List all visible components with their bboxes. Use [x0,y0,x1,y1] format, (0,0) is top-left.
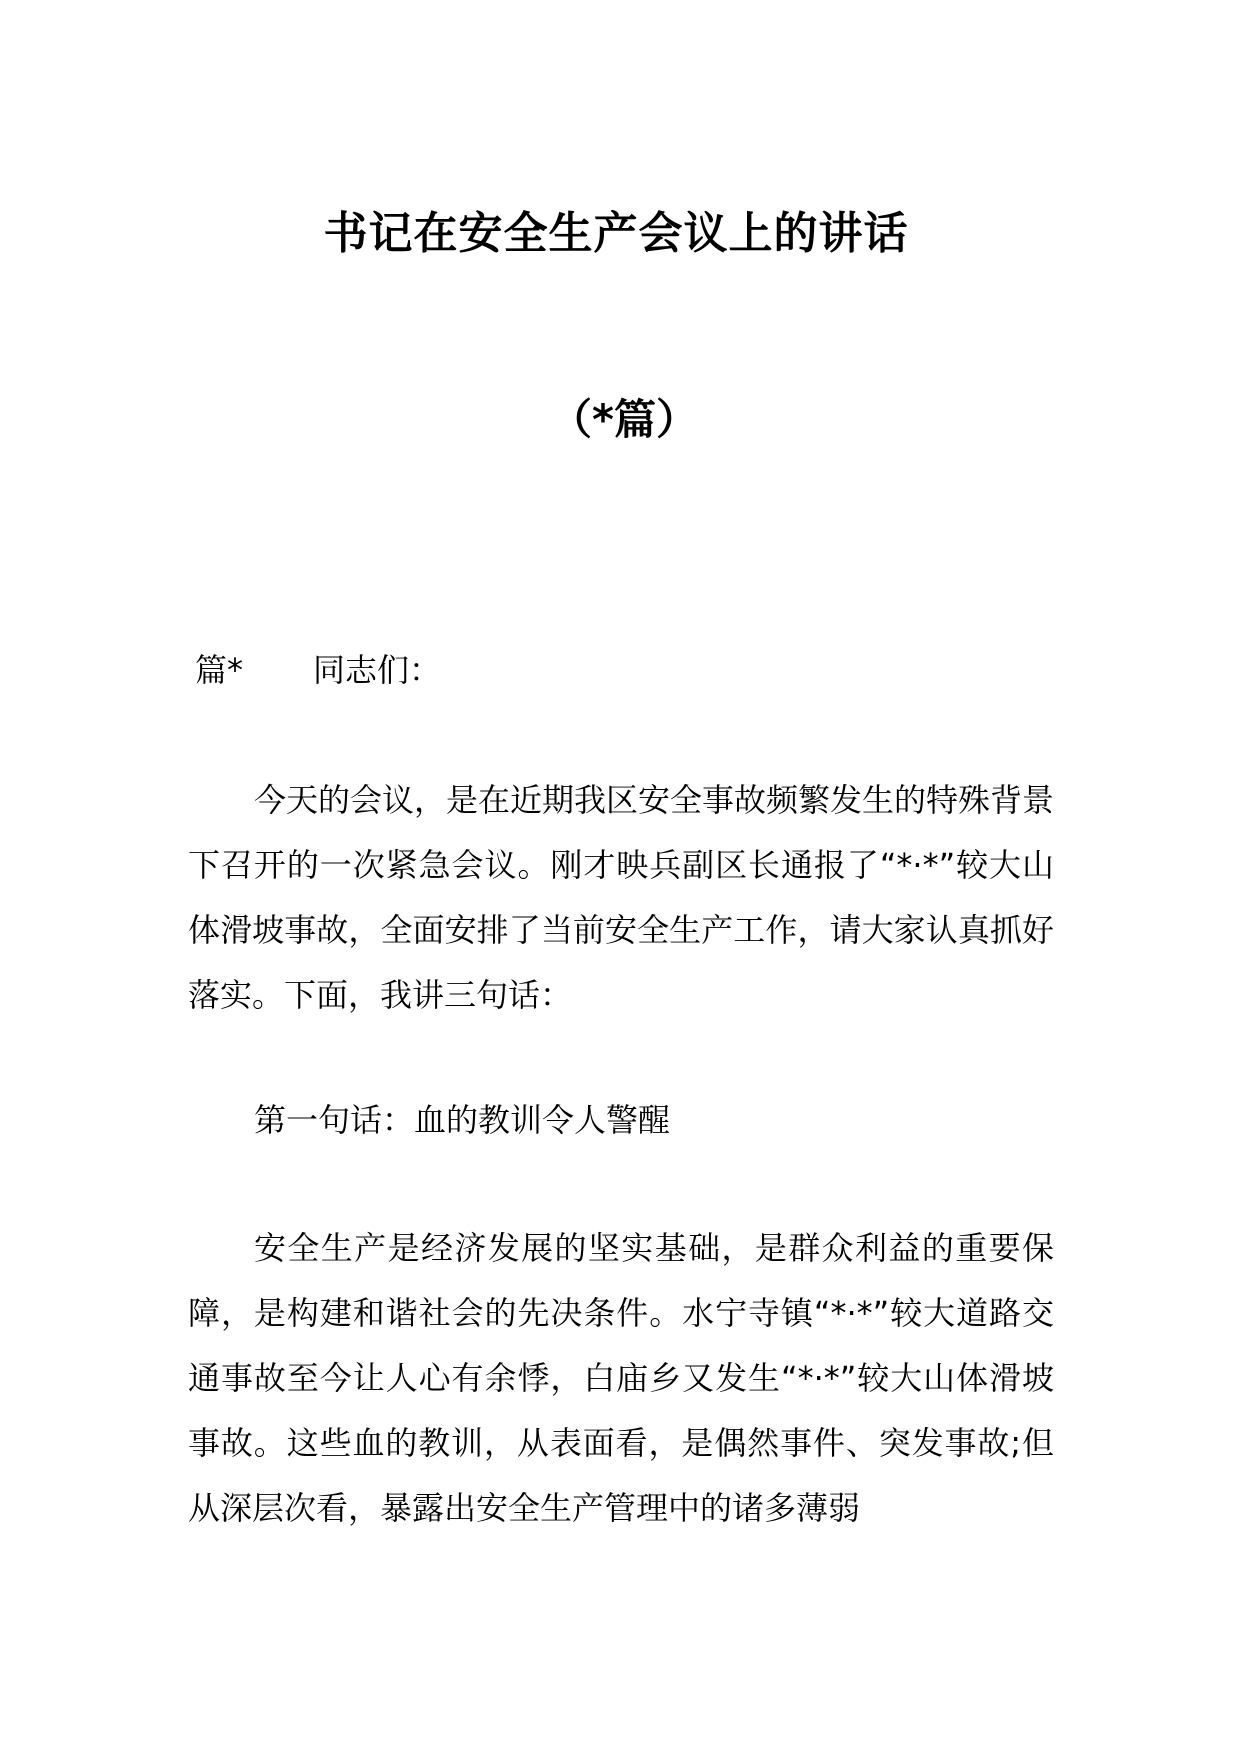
document-title: 书记在安全生产会议上的讲话 [323,208,909,259]
section-label: 篇* [195,651,244,689]
body-paragraph-1: 安全生产是经济发展的坚实基础，是群众利益的重要保障，是构建和谐社会的先决条件。水宁寺镇“*·*”较大道路交通事故至今让人心有余悸，白庙乡又发生“*·*”较大山体滑坡事故。这些血的教训，从表面看，是偶然事件、突发事故;但从深层次看，暴露出安全生产管理中的诸多薄弱 [188,1229,1054,1527]
salutation: 同志们： [313,651,442,689]
section-heading-1: 第一句话：血的教训令人警醒 [254,1101,671,1139]
salutation-line [195,648,441,692]
intro-paragraph: 今天的会议，是在近期我区安全事故频繁发生的特殊背景下召开的一次紧急会议。刚才映兵副区长通报了“*·*”较大山体滑坡事故，全面安排了当前安全生产工作，请大家认真抓好落实。下面，我讲三句话： [188,781,1055,1014]
document-subtitle: （*篇） [550,395,698,444]
